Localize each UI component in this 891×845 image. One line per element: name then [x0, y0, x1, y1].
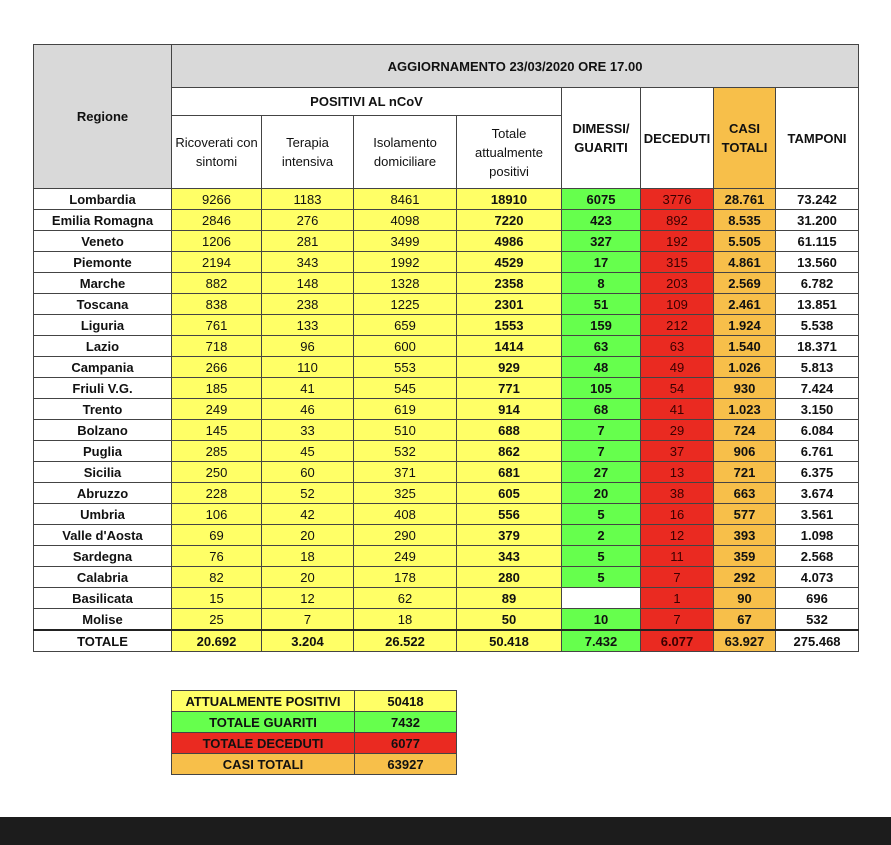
table-row — [34, 420, 859, 441]
isolamento-cell: 1225 — [354, 294, 457, 315]
isolamento-cell: 619 — [354, 399, 457, 420]
deceduti-cell: 38 — [641, 483, 714, 504]
terapia-cell: 1183 — [262, 189, 354, 210]
deceduti-cell: 41 — [641, 399, 714, 420]
terapia-cell: 148 — [262, 273, 354, 294]
tamponi-cell: 5.538 — [776, 315, 859, 336]
deceduti-cell: 16 — [641, 504, 714, 525]
dimessi-cell: 68 — [562, 399, 641, 420]
table-row — [34, 525, 859, 546]
isolamento-cell: 1328 — [354, 273, 457, 294]
casi-totali-cell: 292 — [714, 567, 776, 588]
table-row — [34, 462, 859, 483]
tamponi-cell: 532 — [776, 609, 859, 631]
dimessi-cell: 105 — [562, 378, 641, 399]
terapia-cell: 276 — [262, 210, 354, 231]
summary-label: TOTALE GUARITI — [172, 712, 355, 733]
regione-cell: Lazio — [34, 336, 172, 357]
deceduti-cell: 13 — [641, 462, 714, 483]
casi-totali-cell: 906 — [714, 441, 776, 462]
totale-positivi-cell: 89 — [457, 588, 562, 609]
dimessi-cell: 63 — [562, 336, 641, 357]
ricoverati-cell: 69 — [172, 525, 262, 546]
isolamento-cell: 532 — [354, 441, 457, 462]
casi-totali-cell: 28.761 — [714, 189, 776, 210]
isolamento-cell: 3499 — [354, 231, 457, 252]
table-row — [34, 336, 859, 357]
summary-row — [172, 754, 457, 775]
update-title: AGGIORNAMENTO 23/03/2020 ORE 17.00 — [172, 45, 859, 88]
table-row — [34, 189, 859, 210]
totale-positivi-cell: 556 — [457, 504, 562, 525]
ricoverati-cell: 266 — [172, 357, 262, 378]
regione-cell: Lombardia — [34, 189, 172, 210]
terapia-cell: 96 — [262, 336, 354, 357]
summary-label: TOTALE DECEDUTI — [172, 733, 355, 754]
tamponi-cell: 6.084 — [776, 420, 859, 441]
tamponi-cell: 1.098 — [776, 525, 859, 546]
casi-totali-cell: 359 — [714, 546, 776, 567]
table-row — [34, 273, 859, 294]
terapia-cell: 133 — [262, 315, 354, 336]
tamponi-header: TAMPONI — [776, 88, 859, 189]
totale-positivi-cell: 343 — [457, 546, 562, 567]
casi-totali-header: CASI TOTALI — [714, 88, 776, 189]
totale-positivi-cell: 914 — [457, 399, 562, 420]
dimessi-cell: 27 — [562, 462, 641, 483]
ricoverati-cell: 761 — [172, 315, 262, 336]
summary-row — [172, 691, 457, 712]
ricoverati-cell: 250 — [172, 462, 262, 483]
casi-totali-cell: 2.461 — [714, 294, 776, 315]
tamponi-cell: 73.242 — [776, 189, 859, 210]
terapia-cell: 52 — [262, 483, 354, 504]
tamponi-cell: 31.200 — [776, 210, 859, 231]
ricoverati-cell: 145 — [172, 420, 262, 441]
deceduti-cell: 54 — [641, 378, 714, 399]
regione-cell: Emilia Romagna — [34, 210, 172, 231]
dimessi-cell: 159 — [562, 315, 641, 336]
ricoverati-cell: 838 — [172, 294, 262, 315]
totale-positivi-cell: 929 — [457, 357, 562, 378]
dimessi-cell: 51 — [562, 294, 641, 315]
regione-cell: Calabria — [34, 567, 172, 588]
totale-positivi-cell: 1414 — [457, 336, 562, 357]
table-row — [34, 609, 859, 631]
totale-casi: 63.927 — [714, 630, 776, 652]
table-row — [34, 504, 859, 525]
isolamento-cell: 325 — [354, 483, 457, 504]
summary-value: 63927 — [355, 754, 457, 775]
tamponi-cell: 5.813 — [776, 357, 859, 378]
deceduti-cell: 11 — [641, 546, 714, 567]
isolamento-cell: 553 — [354, 357, 457, 378]
totale-tamponi: 275.468 — [776, 630, 859, 652]
table-row — [34, 399, 859, 420]
dimessi-cell — [562, 588, 641, 609]
terapia-cell: 343 — [262, 252, 354, 273]
isolamento-cell: 510 — [354, 420, 457, 441]
dimessi-cell: 8 — [562, 273, 641, 294]
totale-row — [34, 630, 859, 652]
totale-isolamento: 26.522 — [354, 630, 457, 652]
dimessi-cell: 327 — [562, 231, 641, 252]
terapia-cell: 42 — [262, 504, 354, 525]
regione-cell: Marche — [34, 273, 172, 294]
totale-positivi: 50.418 — [457, 630, 562, 652]
regione-cell: Abruzzo — [34, 483, 172, 504]
totale-deceduti: 6.077 — [641, 630, 714, 652]
table-row — [34, 483, 859, 504]
deceduti-cell: 109 — [641, 294, 714, 315]
dimessi-cell: 10 — [562, 609, 641, 631]
casi-totali-cell: 724 — [714, 420, 776, 441]
terapia-header: Terapia intensiva — [262, 116, 354, 189]
totale-positivi-cell: 50 — [457, 609, 562, 631]
tamponi-cell: 13.560 — [776, 252, 859, 273]
regione-cell: Friuli V.G. — [34, 378, 172, 399]
summary-value: 6077 — [355, 733, 457, 754]
dimessi-cell: 5 — [562, 567, 641, 588]
dimessi-header: DIMESSI/ GUARITI — [562, 88, 641, 189]
ricoverati-cell: 249 — [172, 399, 262, 420]
isolamento-cell: 408 — [354, 504, 457, 525]
bottom-bar — [0, 817, 891, 845]
dimessi-cell: 7 — [562, 441, 641, 462]
table-row — [34, 252, 859, 273]
regional-data-table — [33, 44, 859, 652]
casi-totali-cell: 1.924 — [714, 315, 776, 336]
deceduti-cell: 212 — [641, 315, 714, 336]
regione-cell: Umbria — [34, 504, 172, 525]
casi-totali-cell: 577 — [714, 504, 776, 525]
table-row — [34, 588, 859, 609]
tamponi-cell: 696 — [776, 588, 859, 609]
regione-header: Regione — [34, 45, 172, 189]
ricoverati-cell: 25 — [172, 609, 262, 631]
regione-cell: Sardegna — [34, 546, 172, 567]
dimessi-cell: 5 — [562, 546, 641, 567]
casi-totali-cell: 663 — [714, 483, 776, 504]
deceduti-cell: 1 — [641, 588, 714, 609]
regione-cell: Trento — [34, 399, 172, 420]
terapia-cell: 60 — [262, 462, 354, 483]
dimessi-cell: 6075 — [562, 189, 641, 210]
casi-totali-cell: 1.026 — [714, 357, 776, 378]
isolamento-cell: 178 — [354, 567, 457, 588]
casi-totali-cell: 67 — [714, 609, 776, 631]
ricoverati-cell: 882 — [172, 273, 262, 294]
terapia-cell: 238 — [262, 294, 354, 315]
tamponi-cell: 3.561 — [776, 504, 859, 525]
regione-cell: Piemonte — [34, 252, 172, 273]
dimessi-cell: 5 — [562, 504, 641, 525]
table-row — [34, 546, 859, 567]
ricoverati-cell: 228 — [172, 483, 262, 504]
ricoverati-cell: 9266 — [172, 189, 262, 210]
totale-positivi-cell: 7220 — [457, 210, 562, 231]
ricoverati-cell: 2194 — [172, 252, 262, 273]
isolamento-cell: 600 — [354, 336, 457, 357]
tamponi-cell: 4.073 — [776, 567, 859, 588]
totale-positivi-cell: 280 — [457, 567, 562, 588]
casi-totali-cell: 930 — [714, 378, 776, 399]
totale-positivi-cell: 681 — [457, 462, 562, 483]
summary-label: CASI TOTALI — [172, 754, 355, 775]
totale-positivi-header: Totale attualmente positivi — [457, 116, 562, 189]
regione-cell: Puglia — [34, 441, 172, 462]
dimessi-cell: 17 — [562, 252, 641, 273]
regione-cell: Valle d'Aosta — [34, 525, 172, 546]
terapia-cell: 12 — [262, 588, 354, 609]
casi-totali-cell: 8.535 — [714, 210, 776, 231]
deceduti-cell: 7 — [641, 567, 714, 588]
summary-row — [172, 712, 457, 733]
totale-dimessi: 7.432 — [562, 630, 641, 652]
casi-totali-cell: 721 — [714, 462, 776, 483]
table-row — [34, 231, 859, 252]
terapia-cell: 46 — [262, 399, 354, 420]
totale-positivi-cell: 771 — [457, 378, 562, 399]
dimessi-cell: 20 — [562, 483, 641, 504]
tamponi-cell: 6.375 — [776, 462, 859, 483]
ricoverati-header: Ricoverati con sintomi — [172, 116, 262, 189]
deceduti-cell: 203 — [641, 273, 714, 294]
casi-totali-cell: 90 — [714, 588, 776, 609]
terapia-cell: 20 — [262, 567, 354, 588]
terapia-cell: 18 — [262, 546, 354, 567]
deceduti-cell: 315 — [641, 252, 714, 273]
summary-value: 50418 — [355, 691, 457, 712]
totale-terapia: 3.204 — [262, 630, 354, 652]
ricoverati-cell: 1206 — [172, 231, 262, 252]
isolamento-cell: 545 — [354, 378, 457, 399]
terapia-cell: 41 — [262, 378, 354, 399]
regione-cell: Bolzano — [34, 420, 172, 441]
isolamento-cell: 659 — [354, 315, 457, 336]
isolamento-cell: 62 — [354, 588, 457, 609]
isolamento-cell: 18 — [354, 609, 457, 631]
isolamento-cell: 249 — [354, 546, 457, 567]
tamponi-cell: 13.851 — [776, 294, 859, 315]
casi-totali-cell: 393 — [714, 525, 776, 546]
deceduti-header: DECEDUTI — [641, 88, 714, 189]
table-row — [34, 357, 859, 378]
tamponi-cell: 18.371 — [776, 336, 859, 357]
totale-label: TOTALE — [34, 630, 172, 652]
isolamento-cell: 4098 — [354, 210, 457, 231]
ricoverati-cell: 15 — [172, 588, 262, 609]
totale-positivi-cell: 605 — [457, 483, 562, 504]
isolamento-cell: 371 — [354, 462, 457, 483]
deceduti-cell: 49 — [641, 357, 714, 378]
deceduti-cell: 37 — [641, 441, 714, 462]
totale-positivi-cell: 4986 — [457, 231, 562, 252]
ricoverati-cell: 76 — [172, 546, 262, 567]
dimessi-cell: 48 — [562, 357, 641, 378]
terapia-cell: 7 — [262, 609, 354, 631]
terapia-cell: 33 — [262, 420, 354, 441]
table-body — [34, 189, 859, 631]
table-row — [34, 378, 859, 399]
totale-positivi-cell: 379 — [457, 525, 562, 546]
isolamento-cell: 8461 — [354, 189, 457, 210]
summary-row — [172, 733, 457, 754]
table-row — [34, 294, 859, 315]
tamponi-cell: 7.424 — [776, 378, 859, 399]
table-row — [34, 441, 859, 462]
totale-positivi-cell: 688 — [457, 420, 562, 441]
ricoverati-cell: 82 — [172, 567, 262, 588]
tamponi-cell: 6.761 — [776, 441, 859, 462]
dimessi-cell: 7 — [562, 420, 641, 441]
regione-cell: Veneto — [34, 231, 172, 252]
summary-table — [171, 690, 457, 775]
regione-cell: Toscana — [34, 294, 172, 315]
terapia-cell: 45 — [262, 441, 354, 462]
totale-positivi-cell: 2358 — [457, 273, 562, 294]
totale-positivi-cell: 1553 — [457, 315, 562, 336]
tamponi-cell: 3.674 — [776, 483, 859, 504]
totale-positivi-cell: 2301 — [457, 294, 562, 315]
ricoverati-cell: 718 — [172, 336, 262, 357]
isolamento-cell: 290 — [354, 525, 457, 546]
regione-cell: Molise — [34, 609, 172, 631]
table-row — [34, 210, 859, 231]
totale-positivi-cell: 18910 — [457, 189, 562, 210]
deceduti-cell: 192 — [641, 231, 714, 252]
covid-report-table-container — [33, 44, 858, 652]
table-row — [34, 567, 859, 588]
regione-cell: Campania — [34, 357, 172, 378]
ricoverati-cell: 106 — [172, 504, 262, 525]
ricoverati-cell: 285 — [172, 441, 262, 462]
deceduti-cell: 7 — [641, 609, 714, 631]
dimessi-cell: 2 — [562, 525, 641, 546]
table-row — [34, 315, 859, 336]
positivi-group-header: POSITIVI AL nCoV — [172, 88, 562, 116]
casi-totali-cell: 1.023 — [714, 399, 776, 420]
casi-totali-cell: 4.861 — [714, 252, 776, 273]
isolamento-header: Isolamento domiciliare — [354, 116, 457, 189]
isolamento-cell: 1992 — [354, 252, 457, 273]
deceduti-cell: 3776 — [641, 189, 714, 210]
summary-value: 7432 — [355, 712, 457, 733]
terapia-cell: 110 — [262, 357, 354, 378]
terapia-cell: 281 — [262, 231, 354, 252]
tamponi-cell: 6.782 — [776, 273, 859, 294]
tamponi-cell: 61.115 — [776, 231, 859, 252]
tamponi-cell: 3.150 — [776, 399, 859, 420]
regione-cell: Basilicata — [34, 588, 172, 609]
casi-totali-cell: 5.505 — [714, 231, 776, 252]
ricoverati-cell: 2846 — [172, 210, 262, 231]
dimessi-cell: 423 — [562, 210, 641, 231]
totale-positivi-cell: 862 — [457, 441, 562, 462]
totale-ricoverati: 20.692 — [172, 630, 262, 652]
casi-totali-cell: 2.569 — [714, 273, 776, 294]
casi-totali-cell: 1.540 — [714, 336, 776, 357]
totale-positivi-cell: 4529 — [457, 252, 562, 273]
tamponi-cell: 2.568 — [776, 546, 859, 567]
deceduti-cell: 29 — [641, 420, 714, 441]
deceduti-cell: 12 — [641, 525, 714, 546]
ricoverati-cell: 185 — [172, 378, 262, 399]
summary-label: ATTUALMENTE POSITIVI — [172, 691, 355, 712]
terapia-cell: 20 — [262, 525, 354, 546]
deceduti-cell: 892 — [641, 210, 714, 231]
regione-cell: Liguria — [34, 315, 172, 336]
regione-cell: Sicilia — [34, 462, 172, 483]
deceduti-cell: 63 — [641, 336, 714, 357]
